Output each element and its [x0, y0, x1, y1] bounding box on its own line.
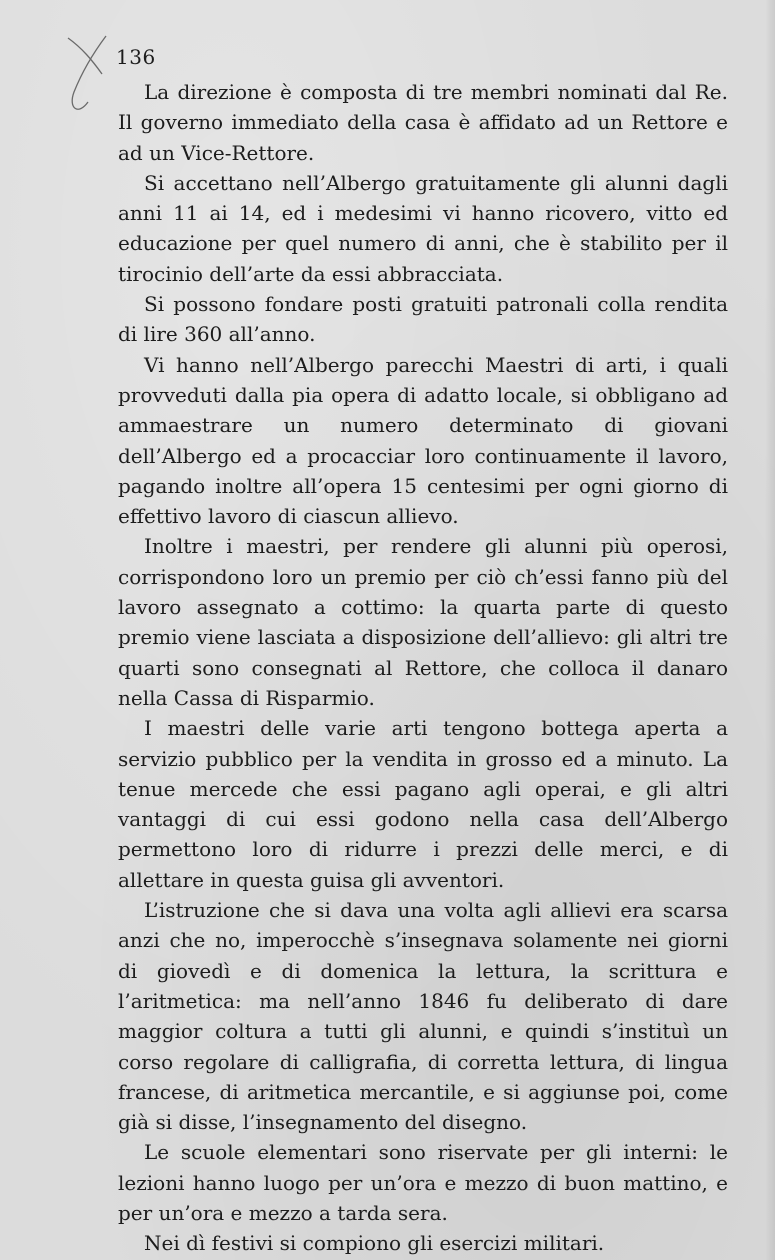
page-number: 136: [116, 45, 156, 69]
body-text: [118, 77, 728, 1259]
paragraph: Si accettano nell’Albergo gratuitamente gli alunni dagli anni 11 ai 14, ed i medesimi vi hanno ricovero, vitto ed educazione per quel numero di anni, che è stabilito per il tirocinio dell’arte da essi abbracciata.: [118, 170, 728, 286]
paragraph: La direzione è composta di tre membri nominati dal Re. Il governo immediato della casa è affidato ad un Rettore e ad un Vice-Rettore.: [118, 80, 728, 165]
pencil-mark: [58, 30, 118, 120]
page-edge-shadow: [765, 0, 775, 1260]
paragraph: I maestri delle varie arti tengono bottega aperta a servizio pubblico per la vendita in grosso ed a minuto. La tenue mercede che essi pagano agli operai, e gli altri vantaggi di cui essi godono nella casa dell’Albergo permettono loro di ridurre i prezzi delle merci, e di allettare in questa guisa gli avventori.: [118, 716, 728, 892]
paragraph: Le scuole elementari sono riservate per gli interni: le lezioni hanno luogo per un’ora e mezzo di buon mattino, e per un’ora e mezzo a tarda sera.: [118, 1140, 728, 1225]
paragraph: Si possono fondare posti gratuiti patronali colla rendita di lire 360 all’anno.: [118, 292, 728, 347]
paragraph: L’istruzione che si dava una volta agli allievi era scarsa anzi che no, imperocchè s’insegnava solamente nei giorni di giovedì e di domenica la lettura, la scrittura e l’aritmetica: ma nell’anno 1846 fu deliberato di dare maggior coltura a tutti gli alunni, e quindi s’instituì un corso regolare di calligrafia, di corretta lettura, di lingua francese, di aritmetica mercantile, e si aggiunse poi, come già si disse, l’insegnamento del disegno.: [118, 898, 728, 1135]
paragraph: Nei dì festivi si compiono gli esercizi militari.: [144, 1231, 605, 1256]
paragraph: Inoltre i maestri, per rendere gli alunni più operosi, corrispondono loro un premio per ciò ch’essi fanno più del lavoro assegnato a cottimo: la quarta parte di questo premio viene lasciata a disposizione dell’allievo: gli altri tre quarti sono consegnati al Rettore, che colloca il danaro nella Cassa di Risparmio.: [118, 534, 728, 710]
paragraph: Vi hanno nell’Albergo parecchi Maestri di arti, i quali provveduti dalla pia opera di adatto locale, si obbligano ad ammaestrare un numero determinato di giovani dell’Albergo ed a procacciar loro continuamente il lavoro, pagando inoltre all’opera 15 centesimi per ogni giorno di effettivo lavoro di ciascun allievo.: [118, 352, 728, 529]
